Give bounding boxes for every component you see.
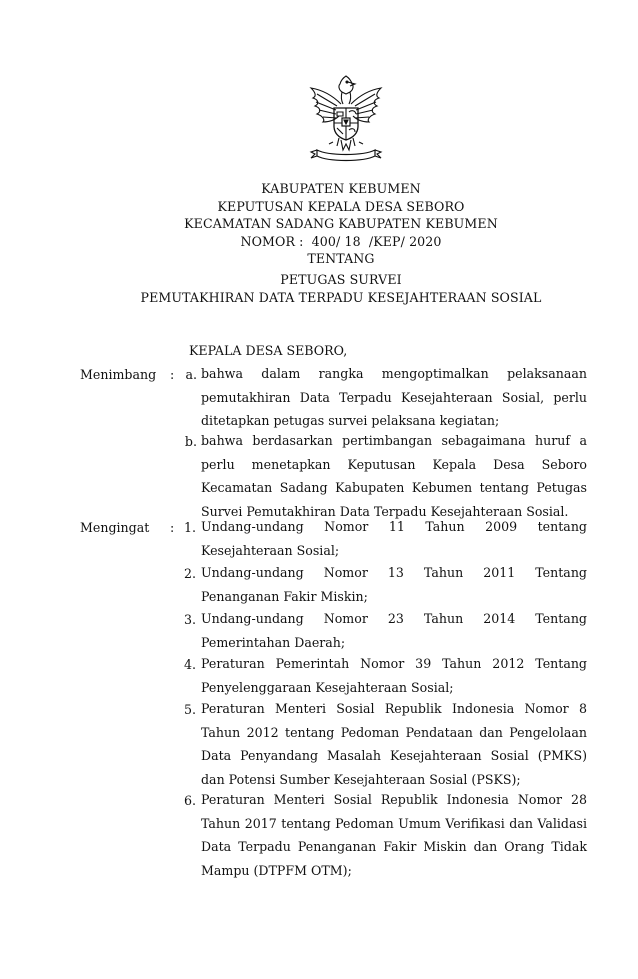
heading-number: NOMOR : 400/ 18 /KEP/ 2020 [240,233,442,249]
signer-title: KEPALA DESA SEBORO, [189,343,348,358]
item-text: Undang-undang Nomor 11 Tahun 2009 tentang Kesejahteraan Sosial; [201,519,587,558]
menimbang-colon: : [170,367,175,382]
item-marker: a. [185,367,197,382]
garuda-emblem-icon [303,70,389,164]
item-text: Peraturan Menteri Sosial Republik Indonesia Nomor 8 Tahun 2012 tentang Pedoman Pendataan dan Pengelolaan Data Penyandang Masalah Kesejahteraan Sosial (PMKS) dan Potensi Sumber Kesejahteraan Sosial (PSKS); [201,701,587,787]
mengingat-label: Mengingat [80,520,150,535]
subject-line-2: PEMUTAKHIRAN DATA TERPADU KESEJAHTERAAN SOSIAL [140,289,542,305]
heading-regency: KABUPATEN KEBUMEN [261,181,421,196]
item-text: Peraturan Pemerintah Nomor 39 Tahun 2012 Tentang Penyelenggaraan Kesejahteraan Sosial; [201,656,587,695]
item-text: bahwa berdasarkan pertimbangan sebagaimana huruf a perlu menetapkan Keputusan Kepala Desa Seboro Kecamatan Sadang Kabupaten Kebumen tentang Petugas Survei Pemutakhiran Data Terpadu Kesejahteraan Sosial. [201,433,587,519]
document-heading [22,180,638,268]
heading-about: TENTANG [307,251,375,266]
item-marker: 3. [183,612,196,627]
mengingat-colon: : [170,520,175,535]
heading-district: KECAMATAN SADANG KABUPATEN KEBUMEN [184,216,498,231]
item-marker: 2. [183,566,196,581]
item-text: Undang-undang Nomor 23 Tahun 2014 Tentang Pemerintahan Daerah; [201,611,587,650]
item-text: Undang-undang Nomor 13 Tahun 2011 Tentang Penanganan Fakir Miskin; [201,565,587,604]
item-text: bahwa dalam rangka mengoptimalkan pelaksanaan pemutakhiran Data Terpadu Kesejahteraan Sosial, perlu ditetapkan petugas survei pelaksana kegiatan; [201,366,587,428]
item-marker: b. [184,434,197,449]
item-text: Peraturan Menteri Sosial Republik Indonesia Nomor 28 Tahun 2017 tentang Pedoman Umum Verifikasi dan Validasi Data Terpadu Penanganan Fakir Miskin dan Orang Tidak Mampu (DTPFM OTM); [201,792,587,878]
heading-decree-title: KEPUTUSAN KEPALA DESA SEBORO [217,198,465,214]
item-marker: 1. [183,520,196,535]
item-marker: 5. [183,702,196,717]
item-marker: 4. [183,657,196,672]
menimbang-label: Menimbang [80,367,157,382]
document-subject [22,271,638,306]
subject-line-1: PETUGAS SURVEI [280,272,402,287]
item-marker: 6. [183,793,196,808]
